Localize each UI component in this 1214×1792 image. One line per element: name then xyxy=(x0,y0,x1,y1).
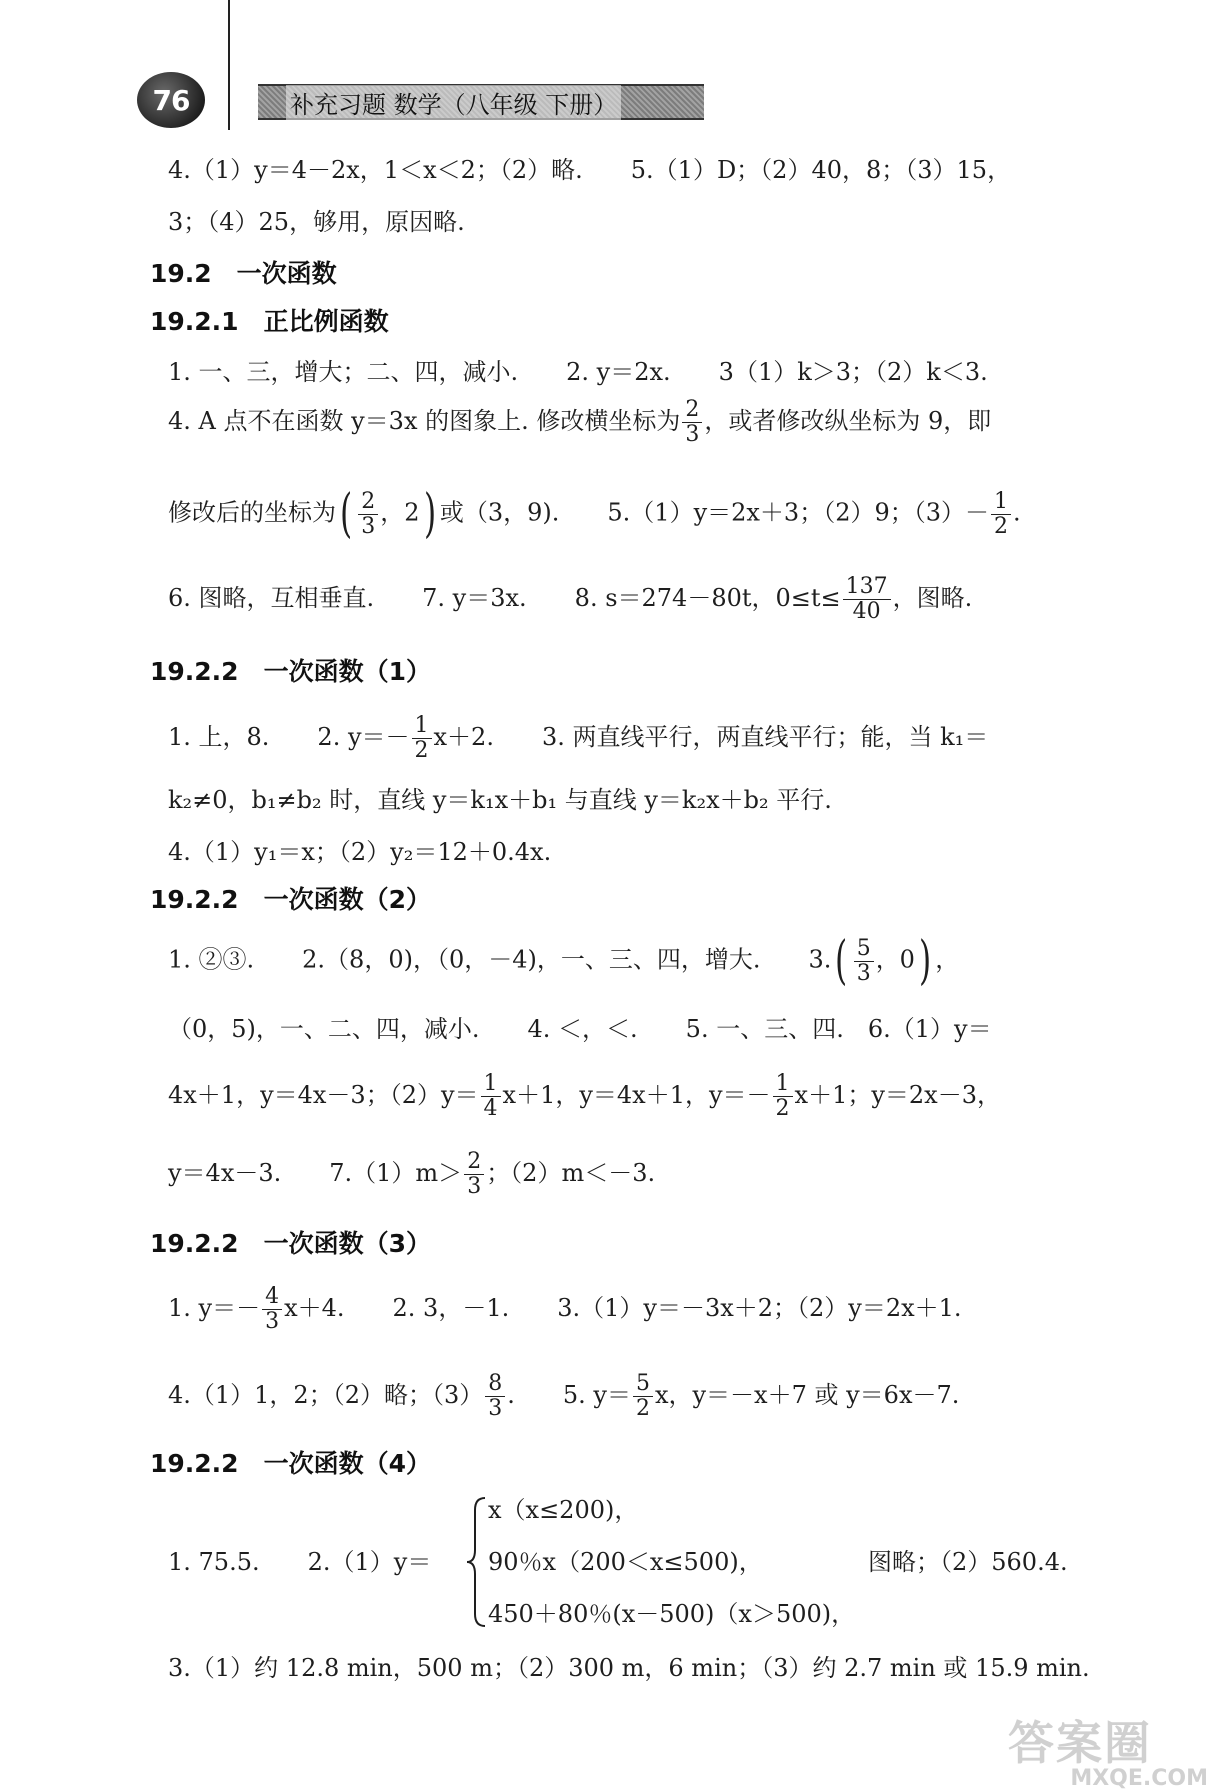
answer-line xyxy=(168,1285,962,1334)
fraction-numerator: 2 xyxy=(358,490,378,515)
text-segment: x＋2. 3. 两直线平行，两直线平行；能，当 k₁＝ xyxy=(433,723,989,751)
fraction-denominator: 4 xyxy=(483,1096,498,1121)
book-title: 补充习题 数学（八年级 下册） xyxy=(286,85,621,120)
book-title-bar xyxy=(258,84,704,120)
fraction xyxy=(412,714,432,763)
fraction-numerator: 5 xyxy=(854,937,874,962)
text-segment: x＋4. 2. 3，－1. 3.（1）y＝－3x＋2；（2）y＝2x＋1. xyxy=(284,1294,962,1322)
answer-line: 3.（1）约 12.8 min，500 m；（2）300 m，6 min；（3）约 2.7 min 或 15.9 min. xyxy=(168,1654,1090,1682)
fraction-numerator: 1 xyxy=(481,1072,501,1097)
fraction-numerator: 1 xyxy=(412,714,432,739)
fraction-numerator: 2 xyxy=(682,398,702,423)
section-heading: 19.2.2 一次函数（1） xyxy=(150,657,431,686)
text-segment: 6. 图略，互相垂直. 7. y＝3x. 8. s＝274－80t，0≤t≤ xyxy=(168,584,841,612)
left-paren: ( xyxy=(835,931,848,991)
fraction-denominator: 3 xyxy=(265,1309,280,1334)
answer-line: （0，5)，一、二、四，减小. 4. ＜，＜. 5. 一、三、四. 6.（1）y＝ xyxy=(168,1015,992,1043)
answer-line: 4.（1）y₁＝x；（2）y₂＝12＋0.4x. xyxy=(168,838,552,866)
page-number-badge: 76 xyxy=(137,72,205,128)
text-segment: 4. A 点不在函数 y＝3x 的图象上. 修改横坐标为 xyxy=(168,407,681,435)
answer-line xyxy=(168,1372,959,1421)
text-segment: 1. 上，8. 2. y＝－ xyxy=(168,723,410,751)
watermark-logo: 答案圈 xyxy=(1008,1716,1152,1770)
text-segment: ，图略. xyxy=(892,584,973,612)
fraction-numerator: 1 xyxy=(991,490,1011,515)
section-heading: 19.2.1 正比例函数 xyxy=(150,307,389,336)
answer-line xyxy=(168,575,972,624)
answer-line: 1. 75.5. 2.（1）y＝ xyxy=(168,1548,432,1576)
section-heading: 19.2 一次函数 xyxy=(150,259,337,288)
piecewise-case: 450＋80％(x－500)（x＞500)， xyxy=(488,1600,856,1628)
fraction-denominator: 3 xyxy=(488,1396,503,1421)
answer-line xyxy=(168,398,991,447)
text-segment: 4x＋1，y＝4x－3；（2）y＝ xyxy=(168,1081,479,1109)
answer-line: 4.（1）y＝4－2x，1＜x＜2；（2）略. 5.（1）D；（2）40，8；（3）15， xyxy=(168,156,1012,184)
answer-line xyxy=(168,484,1021,544)
text-segment: y＝4x－3. 7.（1）m＞ xyxy=(168,1159,463,1187)
fraction xyxy=(843,575,891,624)
answer-line: 1. 一、三，增大；二、四，减小. 2. y＝2x. 3（1）k＞3；（2）k＜3. xyxy=(168,358,988,386)
fraction-denominator: 2 xyxy=(414,738,429,763)
text-segment: 或（3，9). 5.（1）y＝2x＋3；（2）9；（3）－ xyxy=(439,498,990,527)
text-segment: 4.（1）1，2；（2）略；（3） xyxy=(168,1381,484,1409)
fraction xyxy=(682,398,702,447)
answer-line xyxy=(168,1072,1001,1121)
fraction-denominator: 2 xyxy=(994,513,1009,539)
fraction xyxy=(633,1372,653,1421)
fraction-denominator: 3 xyxy=(685,422,700,447)
text-segment: . xyxy=(1013,498,1021,527)
text-segment: ；（2）m＜－3. xyxy=(486,1159,656,1187)
text-segment: 1. y＝－ xyxy=(168,1294,261,1322)
fraction xyxy=(485,1372,505,1421)
fraction-numerator: 5 xyxy=(633,1372,653,1397)
text-segment: ，或者修改纵坐标为 9，即 xyxy=(704,407,992,435)
fraction xyxy=(773,1072,793,1121)
piecewise-case: 90％x（200＜x≤500)， xyxy=(488,1548,763,1576)
text-segment: x＋1，y＝4x＋1，y＝－ xyxy=(502,1081,771,1109)
fraction-denominator: 40 xyxy=(852,599,881,624)
text-segment: . 5. y＝ xyxy=(507,1381,631,1409)
answer-line: k₂≠0，b₁≠b₂ 时，直线 y＝k₁x＋b₁ 与直线 y＝k₂x＋b₂ 平行. xyxy=(168,786,832,814)
piecewise-case: x（x≤200)， xyxy=(488,1496,639,1524)
fraction-numerator: 1 xyxy=(773,1072,793,1097)
fraction xyxy=(991,490,1011,539)
piecewise-brace xyxy=(465,1496,487,1628)
fraction xyxy=(358,490,378,539)
answer-line xyxy=(168,714,988,763)
fraction xyxy=(262,1285,282,1334)
fraction xyxy=(481,1072,501,1121)
header-divider-line xyxy=(228,0,230,130)
fraction-numerator: 4 xyxy=(262,1285,282,1310)
text-segment: 1. ②③. 2.（8，0)，（0，－4)，一、三、四，增大. 3. xyxy=(168,945,832,974)
watermark xyxy=(1008,1718,1208,1790)
text-segment: x＋1；y＝2x－3， xyxy=(794,1081,1001,1109)
text-segment: ，0 xyxy=(875,945,915,974)
watermark-url: MXQE.COM xyxy=(1070,1766,1208,1791)
text-segment: ，2 xyxy=(380,498,420,527)
left-paren: ( xyxy=(340,484,353,544)
fraction-numerator: 137 xyxy=(843,575,891,600)
answer-line: 3；（4）25，够用，原因略. xyxy=(168,208,465,236)
text-segment: ， xyxy=(935,945,960,974)
text-segment: x，y＝－x＋7 或 y＝6x－7. xyxy=(654,1381,960,1409)
answer-line: 图略；（2）560.4. xyxy=(868,1548,1068,1576)
right-paren: ) xyxy=(919,931,932,991)
fraction-denominator: 2 xyxy=(635,1396,650,1421)
section-heading: 19.2.2 一次函数（3） xyxy=(150,1229,431,1258)
answer-line xyxy=(168,1150,655,1199)
fraction-denominator: 3 xyxy=(856,960,871,986)
fraction-denominator: 3 xyxy=(467,1174,482,1199)
fraction-numerator: 8 xyxy=(485,1372,505,1397)
fraction-denominator: 2 xyxy=(775,1096,790,1121)
right-paren: ) xyxy=(423,484,436,544)
text-segment: 修改后的坐标为 xyxy=(168,498,336,527)
fraction-numerator: 2 xyxy=(464,1150,484,1175)
fraction xyxy=(854,937,874,986)
fraction-denominator: 3 xyxy=(361,513,376,539)
section-heading: 19.2.2 一次函数（2） xyxy=(150,885,431,914)
fraction xyxy=(464,1150,484,1199)
answer-line xyxy=(168,931,960,991)
section-heading: 19.2.2 一次函数（4） xyxy=(150,1449,431,1478)
